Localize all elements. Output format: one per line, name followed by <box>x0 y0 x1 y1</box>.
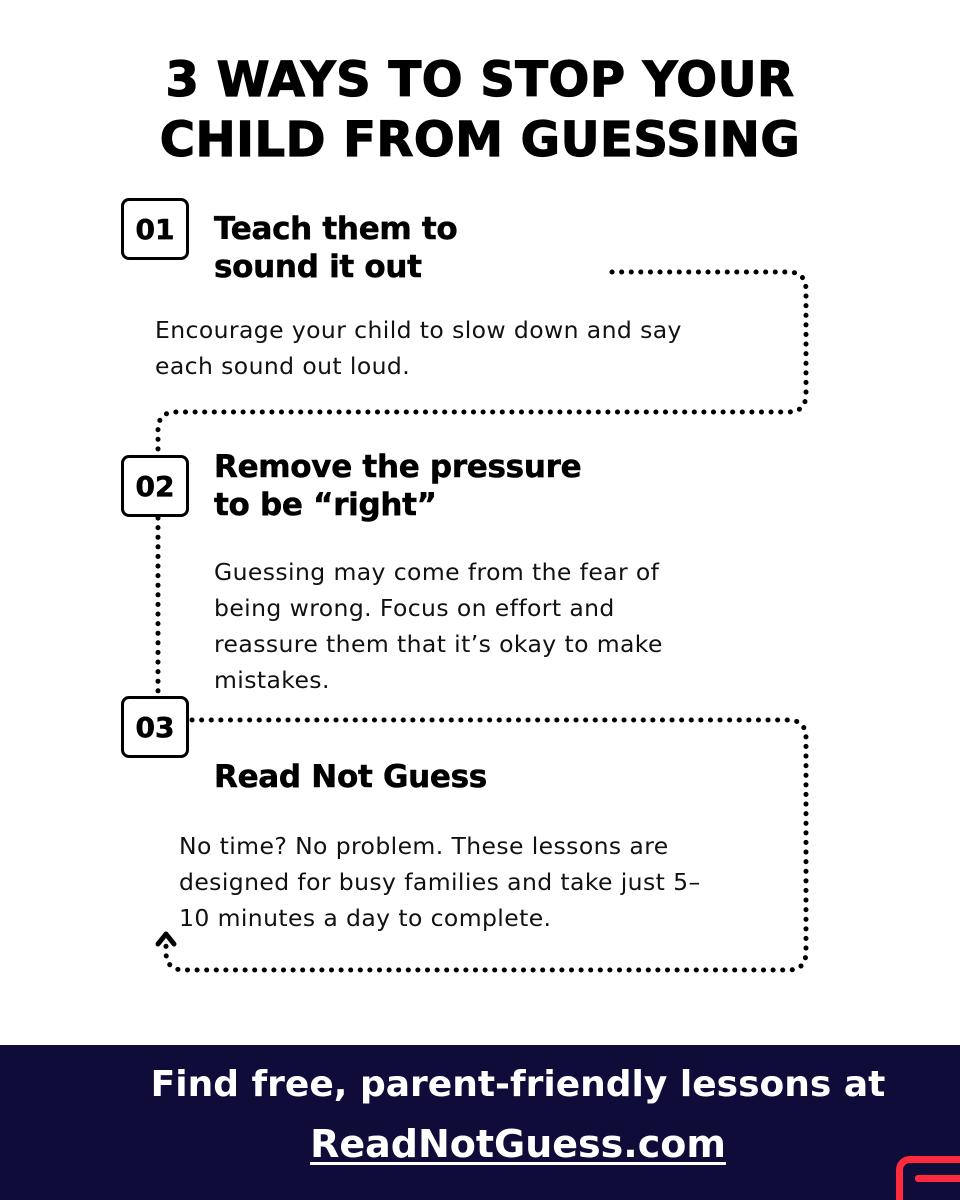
page-title-line-2: CHILD FROM GUESSING <box>159 112 801 168</box>
step-number-badge: 01 <box>121 198 189 260</box>
website-link[interactable]: ReadNotGuess.com <box>310 1122 726 1166</box>
step-description: each sound out loud. <box>155 352 411 380</box>
step-heading: to be “right” <box>214 487 437 523</box>
step-number-badge: 03 <box>121 696 189 758</box>
step-description: Guessing may come from the fear of <box>214 558 660 586</box>
page-title-line-1: 3 WAYS TO STOP YOUR <box>165 52 795 108</box>
step-heading: sound it out <box>214 249 422 285</box>
step-heading: Teach them to <box>214 211 458 247</box>
step-description: 10 minutes a day to complete. <box>179 904 552 932</box>
step-heading: Read Not Guess <box>214 759 487 795</box>
step-description: reassure them that it’s okay to make <box>214 630 663 658</box>
step-description: designed for busy families and take just 5– <box>179 868 701 896</box>
step-number-badge: 02 <box>121 455 189 517</box>
step-description: mistakes. <box>214 666 330 694</box>
arrow-up-icon <box>158 934 174 944</box>
footer-cta-text: Find free, parent-friendly lessons at <box>150 1064 886 1105</box>
step-description: Encourage your child to slow down and say <box>155 316 682 344</box>
step-description: No time? No problem. These lessons are <box>179 832 669 860</box>
brand-logo-icon <box>896 1156 960 1200</box>
step-heading: Remove the pressure <box>214 449 582 485</box>
step-description: being wrong. Focus on effort and <box>214 594 615 622</box>
